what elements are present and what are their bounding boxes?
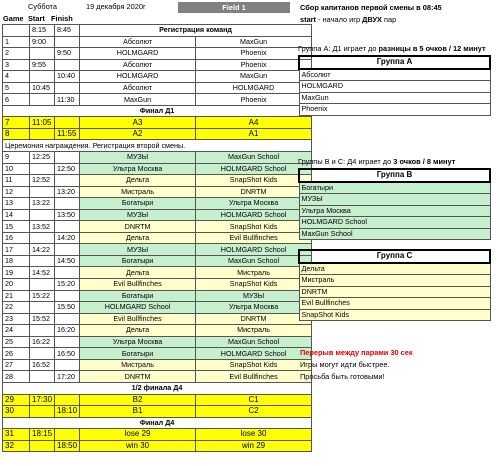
game-row	[3, 163, 312, 175]
team-2: C2	[196, 406, 312, 418]
team-2: Мистраль	[196, 325, 312, 337]
finish-time: 11:55	[55, 128, 80, 140]
captains-note: Сбор капитанов первой смены в 08:45	[300, 3, 442, 12]
team-1: Дельта	[80, 325, 196, 337]
finish-time: 10:40	[55, 71, 80, 83]
game-row	[3, 152, 312, 164]
team-1: A3	[80, 117, 196, 129]
start-time: 14:52	[30, 267, 55, 279]
team-2: MaxGun	[196, 36, 312, 48]
start-time: 15:52	[30, 313, 55, 325]
team-2: Phoenix	[196, 48, 312, 60]
finish-time	[55, 313, 80, 325]
team-1: МУЗЫ	[80, 209, 196, 221]
col-finish-header: Finish	[51, 14, 73, 23]
group-c-team: Мистраль	[299, 275, 490, 287]
game-row	[3, 82, 312, 94]
game-row	[3, 59, 312, 71]
game-number: 29	[3, 394, 30, 406]
finish-time	[55, 267, 80, 279]
team-2: МУЗЫ	[196, 290, 312, 302]
date-label: 19 декабря 2020г	[86, 2, 146, 11]
finish-time	[55, 429, 80, 441]
game-row	[3, 440, 312, 452]
game-row	[3, 429, 312, 441]
finish-time	[55, 359, 80, 371]
game-number: 26	[3, 348, 30, 360]
start-time	[30, 255, 55, 267]
finish-time: 14:50	[55, 255, 80, 267]
group-b-team: Ультра Москва	[299, 205, 490, 217]
team-2: HOLMGARD School	[196, 348, 312, 360]
team-1: HOLMGARD	[80, 71, 196, 83]
game-row	[3, 371, 312, 383]
team-2: MaxGun School	[196, 255, 312, 267]
game-number: 20	[3, 279, 30, 291]
game-number: 25	[3, 336, 30, 348]
game-number: 21	[3, 290, 30, 302]
team-1: Дельта	[80, 232, 196, 244]
finish-time: 15:20	[55, 279, 80, 291]
ceremony-note-row	[3, 140, 312, 152]
finish-time	[55, 290, 80, 302]
game-number: 8	[3, 128, 30, 140]
game-row	[3, 221, 312, 233]
game-number: 22	[3, 302, 30, 314]
game-row	[3, 128, 312, 140]
game-number: 4	[3, 71, 30, 83]
team-1: DNRTM	[80, 221, 196, 233]
team-2: win 29	[196, 440, 312, 452]
finish-time: 17:20	[55, 371, 80, 383]
finish-time	[55, 152, 80, 164]
game-row	[3, 325, 312, 337]
game-row	[3, 36, 312, 48]
team-2: DNRTM	[196, 186, 312, 198]
game-row	[3, 302, 312, 314]
game-number: 14	[3, 209, 30, 221]
finish-time	[55, 36, 80, 48]
game-number: 12	[3, 186, 30, 198]
team-1: A2	[80, 128, 196, 140]
finish-time: 18:10	[55, 406, 80, 418]
team-2: SnapShot Kids	[196, 359, 312, 371]
team-1: win 30	[80, 440, 196, 452]
start-time: 16:22	[30, 336, 55, 348]
game-number: 27	[3, 359, 30, 371]
team-1: Ультра Москва	[80, 336, 196, 348]
group-b-team: МУЗЫ	[299, 194, 490, 206]
group-a-note: Группа А: Д1 играет до разницы в 5 очков / 12 минут	[298, 44, 486, 53]
start-time	[30, 348, 55, 360]
game-number: 18	[3, 255, 30, 267]
game-number: 24	[3, 325, 30, 337]
team-2: A4	[196, 117, 312, 129]
finish-time: 13:50	[55, 209, 80, 221]
team-1: Абсолют	[80, 82, 196, 94]
team-2: HOLMGARD School	[196, 244, 312, 256]
reg-finish: 8:45	[55, 25, 80, 37]
start-time	[30, 279, 55, 291]
finish-time: 16:20	[55, 325, 80, 337]
game-number: 32	[3, 440, 30, 452]
group-b-team: Богатыри	[299, 182, 490, 194]
team-2: SnapShot Kids	[196, 175, 312, 187]
start-time	[30, 128, 55, 140]
game-row	[3, 290, 312, 302]
game-row	[3, 175, 312, 187]
start-time: 12:25	[30, 152, 55, 164]
game-number: 3	[3, 59, 30, 71]
group-b-title: Группа B	[299, 169, 490, 182]
team-1: Богатыри	[80, 290, 196, 302]
finish-time	[55, 336, 80, 348]
start-time	[30, 94, 55, 106]
group-c-team: SnapShot Kids	[299, 309, 490, 321]
start-time: 10:45	[30, 82, 55, 94]
game-number: 28	[3, 371, 30, 383]
field-header: Field 1	[178, 2, 290, 13]
col-game-header: Game	[3, 14, 24, 23]
game-row	[3, 313, 312, 325]
game-row	[3, 359, 312, 371]
start-time: 12:52	[30, 175, 55, 187]
group-c-table	[298, 249, 491, 321]
team-2: lose 30	[196, 429, 312, 441]
team-1: Дельта	[80, 267, 196, 279]
registration-row	[3, 25, 312, 37]
group-c-team: DNRTM	[299, 286, 490, 298]
team-2: DNRTM	[196, 313, 312, 325]
team-1: Мистраль	[80, 186, 196, 198]
start-time: 13:52	[30, 221, 55, 233]
finish-time	[55, 221, 80, 233]
finish-time: 9:50	[55, 48, 80, 60]
game-row	[3, 244, 312, 256]
team-1: Богатыри	[80, 198, 196, 210]
game-row	[3, 186, 312, 198]
team-1: HOLMGARD	[80, 48, 196, 60]
team-1: Мистраль	[80, 359, 196, 371]
finish-time: 13:20	[55, 186, 80, 198]
reg-start: 8:15	[30, 25, 55, 37]
section-title: Финал Д1	[3, 105, 312, 117]
team-1: Абсолют	[80, 36, 196, 48]
start-time: 17:30	[30, 394, 55, 406]
team-1: lose 29	[80, 429, 196, 441]
team-2: Phoenix	[196, 59, 312, 71]
ready-note: Просьба быть готовыми!	[300, 372, 385, 381]
finish-time: 16:50	[55, 348, 80, 360]
start-time: 9:00	[30, 36, 55, 48]
team-1: МУЗЫ	[80, 152, 196, 164]
finish-time	[55, 394, 80, 406]
start-time: 13:22	[30, 198, 55, 210]
game-number: 17	[3, 244, 30, 256]
start-time	[30, 163, 55, 175]
fast-note: Игры могут идти быстрее.	[300, 360, 390, 369]
game-number: 30	[3, 406, 30, 418]
team-1: Дельта	[80, 175, 196, 187]
group-c-title: Группа C	[299, 250, 490, 263]
group-a-table	[298, 55, 491, 116]
team-2: C1	[196, 394, 312, 406]
start-time	[30, 302, 55, 314]
group-c-team: Дельта	[299, 263, 490, 275]
start-time	[30, 209, 55, 221]
section-header-row	[3, 105, 312, 117]
group-c-team: Evil Bullfinches	[299, 298, 490, 310]
start-note: start - начало игр ДВУХ пар	[300, 15, 397, 24]
group-b-team: MaxGun School	[299, 228, 490, 240]
game-row	[3, 117, 312, 129]
team-2: Evil Bullfinches	[196, 232, 312, 244]
team-1: Богатыри	[80, 255, 196, 267]
registration-label: Регистрация команд	[80, 25, 312, 37]
group-a-title: Группа A	[299, 56, 490, 69]
game-number: 23	[3, 313, 30, 325]
team-2: Phoenix	[196, 94, 312, 106]
section-header-row	[3, 382, 312, 394]
team-1: B2	[80, 394, 196, 406]
start-time	[30, 186, 55, 198]
team-2: MaxGun School	[196, 152, 312, 164]
game-number: 9	[3, 152, 30, 164]
team-2: MaxGun	[196, 71, 312, 83]
game-number: 11	[3, 175, 30, 187]
group-a-team: HOLMGARD	[299, 81, 490, 93]
team-2: Мистраль	[196, 267, 312, 279]
game-number: 13	[3, 198, 30, 210]
finish-time	[55, 175, 80, 187]
finish-time	[55, 198, 80, 210]
start-time	[30, 325, 55, 337]
game-row	[3, 279, 312, 291]
team-2: HOLMGARD	[196, 82, 312, 94]
game-number: 10	[3, 163, 30, 175]
start-time	[30, 232, 55, 244]
game-row	[3, 94, 312, 106]
team-1: DNRTM	[80, 371, 196, 383]
team-2: MaxGun School	[196, 336, 312, 348]
start-time: 11:05	[30, 117, 55, 129]
group-b-table	[298, 168, 491, 240]
group-a-team: MaxGun	[299, 92, 490, 104]
team-2: Ультра Москва	[196, 198, 312, 210]
section-header-row	[3, 417, 312, 429]
game-row	[3, 255, 312, 267]
team-1: Ультра Москва	[80, 163, 196, 175]
game-number: 16	[3, 232, 30, 244]
team-2: Evil Bullfinches	[196, 371, 312, 383]
game-row	[3, 406, 312, 418]
start-time	[30, 48, 55, 60]
game-number: 2	[3, 48, 30, 60]
col-start-header: Start	[28, 14, 45, 23]
finish-time: 18:50	[55, 440, 80, 452]
finish-time: 15:50	[55, 302, 80, 314]
finish-time	[55, 82, 80, 94]
break-note: Перерыв между парами 30 сек	[300, 348, 413, 357]
team-2: SnapShot Kids	[196, 221, 312, 233]
group-bc-note: Группы В и С: Д4 играет до 3 очков / 8 минут	[298, 157, 456, 166]
game-number: 1	[3, 36, 30, 48]
start-time: 9:55	[30, 59, 55, 71]
team-1: Абсолют	[80, 59, 196, 71]
start-time	[30, 371, 55, 383]
game-number: 19	[3, 267, 30, 279]
start-time: 16:52	[30, 359, 55, 371]
finish-time	[55, 117, 80, 129]
game-row	[3, 71, 312, 83]
start-time	[30, 440, 55, 452]
section-title: Финал Д4	[3, 417, 312, 429]
finish-time	[55, 59, 80, 71]
team-1: B1	[80, 406, 196, 418]
team-1: HOLMGARD School	[80, 302, 196, 314]
group-a-team: Абсолют	[299, 69, 490, 81]
start-time	[30, 71, 55, 83]
team-2: SnapShot Kids	[196, 279, 312, 291]
team-1: МУЗЫ	[80, 244, 196, 256]
team-2: A1	[196, 128, 312, 140]
ceremony-note: Церемония награждения. Регистрация второй смены.	[3, 140, 312, 152]
finish-time: 12:50	[55, 163, 80, 175]
game-row	[3, 198, 312, 210]
game-row	[3, 348, 312, 360]
start-time: 14:22	[30, 244, 55, 256]
team-1: Богатыри	[80, 348, 196, 360]
game-row	[3, 336, 312, 348]
team-1: Evil Bullfinches	[80, 313, 196, 325]
game-number: 15	[3, 221, 30, 233]
section-title: 1/2 финала Д4	[3, 382, 312, 394]
team-1: Evil Bullfinches	[80, 279, 196, 291]
team-1: MaxGun	[80, 94, 196, 106]
game-number: 6	[3, 94, 30, 106]
day-label: Суббота	[28, 2, 57, 11]
start-time: 15:22	[30, 290, 55, 302]
game-number: 5	[3, 82, 30, 94]
game-row	[3, 267, 312, 279]
game-row	[3, 394, 312, 406]
game-row	[3, 232, 312, 244]
team-2: HOLMGARD School	[196, 209, 312, 221]
finish-time: 14:20	[55, 232, 80, 244]
group-a-team: Phoenix	[299, 104, 490, 116]
game-row	[3, 48, 312, 60]
group-b-team: HOLMGARD School	[299, 217, 490, 229]
finish-time	[55, 244, 80, 256]
finish-time: 11:30	[55, 94, 80, 106]
start-time: 18:15	[30, 429, 55, 441]
game-number: 31	[3, 429, 30, 441]
team-2: HOLMGARD School	[196, 163, 312, 175]
schedule-table	[2, 24, 312, 452]
game-number: 7	[3, 117, 30, 129]
game-row	[3, 209, 312, 221]
team-2: Ультра Москва	[196, 302, 312, 314]
start-time	[30, 406, 55, 418]
